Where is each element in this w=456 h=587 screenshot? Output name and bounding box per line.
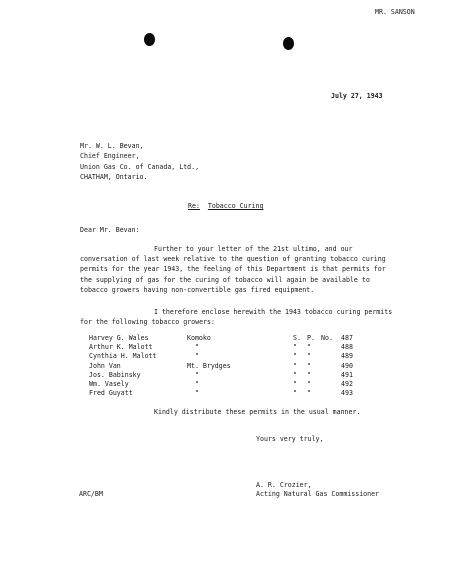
grower-name: Fred Guyatt — [89, 389, 133, 398]
signatory-title: Acting Natural Gas Commissioner — [256, 490, 380, 498]
permit-prefix — [321, 352, 341, 361]
grower-location: Komoko — [187, 334, 211, 342]
permit-prefix: " — [293, 380, 297, 389]
recipient-tag: MR. SANSON — [375, 8, 415, 16]
grower-name: Cynthia H. Malott — [89, 352, 157, 361]
subject-prefix: Re: — [188, 202, 200, 210]
permit-number: 491 — [341, 370, 353, 379]
valediction: Yours very truly, — [256, 435, 324, 443]
permit-prefix: " — [307, 352, 311, 361]
permits-table — [89, 334, 361, 398]
permit-prefix: " — [307, 343, 311, 352]
permit-prefix — [321, 371, 341, 380]
permit-prefix: No. — [321, 334, 333, 342]
grower-name: Harvey G. Wales — [89, 334, 149, 342]
permit-prefix: " — [307, 389, 311, 398]
permit-prefix: " — [307, 380, 311, 389]
subject-text: Tobacco Curing — [207, 202, 264, 210]
address-line: Mr. W. L. Bevan, — [80, 142, 144, 150]
permit-prefix: " — [293, 352, 297, 361]
permit-prefix — [321, 362, 341, 371]
permit-number: 488 — [341, 343, 353, 352]
permit-prefix: S. — [293, 334, 301, 342]
permit-number: 490 — [341, 361, 353, 370]
grower-name: Wm. Vasely — [89, 380, 129, 389]
subject-line — [188, 203, 263, 210]
table-row — [89, 371, 361, 380]
grower-location: Mt. Brydges — [187, 361, 231, 370]
permit-prefix — [321, 380, 341, 389]
permit-number: 489 — [341, 352, 353, 361]
permit-prefix: P. — [307, 334, 315, 342]
table-row — [89, 389, 361, 398]
reference-initials: ARC/BM — [79, 490, 103, 498]
grower-location: " — [195, 352, 199, 361]
table-row — [89, 362, 361, 371]
grower-name: John Van — [89, 361, 121, 370]
permit-prefix: " — [307, 361, 311, 370]
permit-prefix: " — [293, 361, 297, 370]
permit-prefix — [321, 343, 341, 352]
grower-location: " — [195, 343, 199, 352]
address-line: CHATHAM, Ontario. — [80, 173, 148, 181]
table-row — [89, 380, 361, 389]
table-row — [89, 334, 361, 343]
grower-location: " — [195, 370, 199, 379]
grower-location: " — [195, 389, 199, 398]
permit-prefix: " — [293, 370, 297, 379]
table-row — [89, 343, 361, 352]
grower-name: Arthur K. Malott — [89, 343, 153, 352]
permit-number: 492 — [341, 380, 353, 389]
salutation: Dear Mr. Bevan: — [80, 226, 140, 234]
body-paragraph-1: Further to your letter of the 21st ultimo, and our conversation of last week relative to the question of granting tobacco curing permits for the year 1943, the feeling of this Department is that permits for the supplying of gas for the curing of tobacco will again be available to tobacco growers having non-convertible gas fired equipment. — [80, 245, 386, 294]
address-line: Chief Engineer, — [80, 152, 140, 160]
punch-hole — [283, 37, 294, 50]
permit-number: 487 — [341, 334, 353, 342]
address-line: Union Gas Co. of Canada, Ltd., — [80, 163, 200, 171]
punch-hole — [144, 33, 155, 46]
signatory-name: A. R. Crozier, — [256, 481, 312, 489]
body-paragraph-2: I therefore enclose herewith the 1943 tobacco curing permits for the following tobacco growers: — [80, 308, 393, 327]
grower-name: Jos. Babinsky — [89, 370, 141, 379]
letter-date: July 27, 1943 — [331, 92, 383, 100]
table-row — [89, 352, 361, 361]
permit-prefix: " — [307, 370, 311, 379]
closing-instruction: Kindly distribute these permits in the usual manner. — [154, 408, 361, 416]
grower-location: " — [195, 380, 199, 389]
permit-prefix: " — [293, 343, 297, 352]
permit-number: 493 — [341, 389, 353, 398]
permit-prefix: " — [293, 389, 297, 398]
permit-prefix — [321, 389, 341, 398]
